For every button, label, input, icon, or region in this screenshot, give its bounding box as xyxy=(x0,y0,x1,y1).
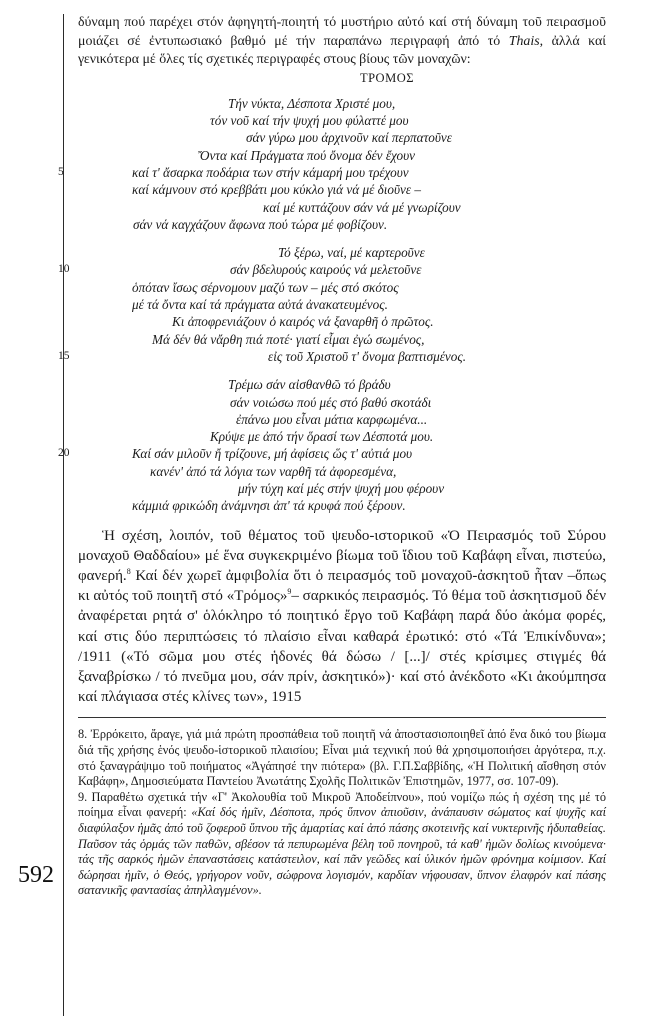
poem-line xyxy=(78,181,606,198)
poem-title: ΤΡΟΜΟΣ xyxy=(359,70,415,85)
body-text-1: Ἡ σχέση, λοιπόν, τοῦ θέματος τοῦ ψευδο-ιστορικοῦ «Ὁ Πειρασμός τοῦ Σύρου μοναχοῦ Θαδδαίου» μέ ἕνα συγκεκριμένο βίωμα τοῦ ἴδιου τοῦ Καβάφη εἶναι, πιστεύω, φανερή. xyxy=(78,527,606,585)
poem-line xyxy=(78,95,606,112)
footnote-ref-9: 9 xyxy=(287,587,292,597)
poem-line xyxy=(78,497,606,514)
poem-line-text: καί τ' ἄσαρκα ποδάρια των στήν κάμαρή μου τρέχουν xyxy=(132,164,409,180)
poem-stanza xyxy=(58,95,606,233)
poem-stanza xyxy=(58,244,606,365)
poem-line xyxy=(58,164,606,181)
poem-line xyxy=(78,112,606,129)
poem-line xyxy=(78,279,606,296)
poem-line xyxy=(78,331,606,348)
poem-line-text: καί μέ κυττάζουν σάν νά μέ γνωρίζουν xyxy=(263,199,461,215)
line-number: 20 xyxy=(58,447,70,460)
page-number: 592 xyxy=(18,862,54,888)
poem-line xyxy=(58,348,606,365)
intro-thais: Thais xyxy=(508,33,540,49)
line-number: 10 xyxy=(58,263,70,276)
poem-line xyxy=(78,428,606,445)
poem-line-text: Τήν νύκτα, Δέσποτα Χριστέ μου, xyxy=(228,95,396,111)
body-text-2: Καί δέν χωρεῖ ἀμφιβολία ὅτι ὁ πειρασμός τοῦ μοναχοῦ-ἀσκητοῦ ἦταν –ὅπως κι αὐτός τοῦ ποιητῆ στό «Τρόμος» xyxy=(78,568,606,605)
poem-stanza xyxy=(58,376,606,514)
poem-line-text: σάν νά καγχάζουν ἄφωνα πού τώρα μέ φοβίζουν. xyxy=(133,216,388,232)
poem-line xyxy=(78,147,606,164)
footnote-9 xyxy=(78,790,606,899)
poem-line xyxy=(58,261,606,278)
poem-line xyxy=(78,480,606,497)
poem-line xyxy=(78,313,606,330)
poem-line-text: εἰς τοῦ Χριστοῦ τ' ὄνομα βαπτισμένος. xyxy=(268,348,466,364)
poem-line-text: Ὄντα καί Πράγματα πού ὄνομα δέν ἔχουν xyxy=(198,147,416,163)
footnotes xyxy=(78,727,606,899)
poem-line-text: Κρύψε με ἀπό τήν ὅρασί των Δέσποτά μου. xyxy=(210,429,434,445)
footnote-separator xyxy=(78,717,606,718)
body-text-3: – σαρκικός πειρασμός. Τό θέμα τοῦ ἀσκητισμοῦ δέν ἀναφέρεται ρητά σ' ὁλόκληρο τό ποιητικό ἔργο τοῦ Καβάφη παρά δύο ἀκόμα φορές, καί στις δύο περιπτώσεις τό πλαίσιο εἶναι καθαρά ἐρωτικό: στό «Τά Ἐπικίνδυνα»; /1911 («Τό σῶμα μου στές ἡδονές θά δώσω / [...]/ στές κρίσιμες στιγμές θά ξαναβρίσκω / τό πνεῦμα μου, σάν πρίν, ἀσκητικό»)· καί στό ἀνέκδοτο «Κι ἀκούμπησα καί πλάγιασα στές κλίνες των», 1915 xyxy=(78,588,607,706)
poem-line-text: Κι ἀποφρενιάζουν ὁ καιρός νά ξαναρθῆ ὁ πρῶτος. xyxy=(172,314,434,330)
poem xyxy=(58,95,606,515)
poem-line-text: μήν τύχη καί μές στήν ψυχή μου φέρουν xyxy=(238,481,445,497)
poem-line-text: κανέν' ἀπό τά λόγια των ναρθῆ τά ἀφορεσμένα, xyxy=(150,463,397,479)
footnote-9-intro: 9. Παραθέτω σχετικά τήν «Γ' Ἀκολουθία τοῦ Μικροῦ Ἀποδείπνου», πού νομίζω πώς ἡ σχέση της μέ τό ποίημα εἶναι φανερή: xyxy=(78,789,606,820)
footnote-9-quote: «Καί δός ἡμῖν, Δέσποτα, πρός ὕπνον ἀπιοῦσιν, ἀνάπαυσιν σώματος καί ψυχῆς καί διαφύλαξον ἡμᾶς ἀπό τοῦ ζοφεροῦ ὕπνου τῆς ἁμαρτίας καί ἀπό πάσης σκοτεινῆς καί νυκτερινῆς ἡδυπαθείας. Παῦσον τάς ὁρμάς τῶν παθῶν, σβέσον τά πεπυρωμένα βέλη τοῦ πονηροῦ, τά καθ' ἡμῶν δολίως κινούμενα· τάς τῆς σαρκός ἡμῶν ἐπαναστάσεις κατάστειλον, καί πᾶν γεῶδες καί ὑλικόν ἡμῶν φρόνημα κοίμισον. Καί δώρησαι ἡμῖν, ὁ Θεός, γρήγορον νοῦν, σώφρονα λογισμόν, καρδίαν νήφουσαν, ὕπνον ἐλαφρόν καί πάσης σατανικῆς φαντασίας ἀπηλλαγμένον». xyxy=(78,805,607,898)
poem-line-text: τόν νοῦ καί τήν ψυχή μου φύλαττέ μου xyxy=(210,113,409,129)
poem-line-text: Καί σάν μιλοῦν ἤ τρίζουνε, μή ἀφίσεις ὥς τ' αὐτιά μου xyxy=(132,446,413,462)
poem-line xyxy=(78,244,606,261)
intro-text-1: δύναμη πού παρέχει στόν ἀφηγητή-ποιητή τό μυστήριο αὐτό καί στή δύναμη τοῦ πειρασμοῦ μοιάζει σέ ἐντυπωσιακό βαθμό μέ τήν παραπάνω περιγραφή ἀπό τό xyxy=(78,15,606,49)
poem-line-text: καί κάμνουν στό κρεββάτι μου κύκλο γιά νά μέ διοῦνε – xyxy=(132,182,421,198)
poem-line-text: σάν γύρω μου ἀρχινοῦν καί περπατοῦνε xyxy=(246,130,452,146)
intro-paragraph xyxy=(78,14,606,70)
poem-line xyxy=(78,394,606,411)
poem-line-text: Τρέμω σάν αἰσθανθῶ τό βράδυ xyxy=(228,377,391,393)
footnote-ref-8: 8 xyxy=(126,567,131,577)
poem-line-text: Τό ξέρω, ναί, μέ καρτεροῦνε xyxy=(278,245,425,261)
line-number: 5 xyxy=(58,165,64,178)
poem-line xyxy=(78,199,606,216)
footnote-8: 8. Ἐρρόκειτο, ἄραγε, γιά μιά πρώτη προσπάθεια τοῦ ποιητῆ νά ἀποστασιοποιηθεῖ ἀπό ἕνα δικό του βίωμα διά τῆς χρήσης ἑνός ψευδο-ἱστορικοῦ πλαισίου; Εἶναι μιά τεχνική πού θά χρησιμοποιήσει ἀργότερα, π.χ. στό ξαναγράψιμο τοῦ ποιήματος «Ἀγάπησέ την πιότερα» (βλ. Γ.Π.Σαββίδης, «Ἡ Πολιτική αἴσθηση στόν Καβάφη», Δημοσιεύματα Παντείου Ἀνωτάτης Σχολῆς Πολιτικῶν Ἐπιστημῶν, 1977, σσ. 107-09). xyxy=(78,727,606,789)
page-content xyxy=(58,14,607,899)
poem-line xyxy=(58,445,606,462)
poem-line xyxy=(78,463,606,480)
poem-line-text: ἐπάνω μου εἶναι μάτια καρφωμένα... xyxy=(236,411,428,427)
body-paragraph xyxy=(78,526,606,708)
poem-line xyxy=(78,296,606,313)
poem-line-text: κάμμιά φρικώδη ἀνάμνησι ἀπ' τά κρυφά πού ξέρουν. xyxy=(132,498,406,514)
poem-line-text: ὁπόταν ἴσως σέρνομουν μαζύ των – μές στό σκότος xyxy=(132,279,399,295)
poem-line xyxy=(78,376,606,393)
intro-text-2: , ἀλλά καί γενικότερα μέ ὅλες τίς σχετικές περιγραφές στους βίους τῶν μοναχῶν: xyxy=(78,33,606,68)
line-number: 15 xyxy=(58,349,70,362)
poem-line xyxy=(78,411,606,428)
poem-line-text: σάν νοιώσω πού μές στό βαθύ σκοτάδι xyxy=(230,394,432,410)
poem-line xyxy=(78,216,606,233)
poem-line-text: σάν βδελυρούς καιρούς νά μελετοῦνε xyxy=(230,262,422,278)
poem-line-text: μέ τά ὄντα καί τά πράγματα αὐτά ἀνακατευμένος. xyxy=(132,297,388,313)
poem-line-text: Μά δέν θά νἄρθη πιά ποτέ· γιατί εἶμαι ἐγώ σωμένος, xyxy=(152,331,425,347)
poem-line xyxy=(78,129,606,146)
